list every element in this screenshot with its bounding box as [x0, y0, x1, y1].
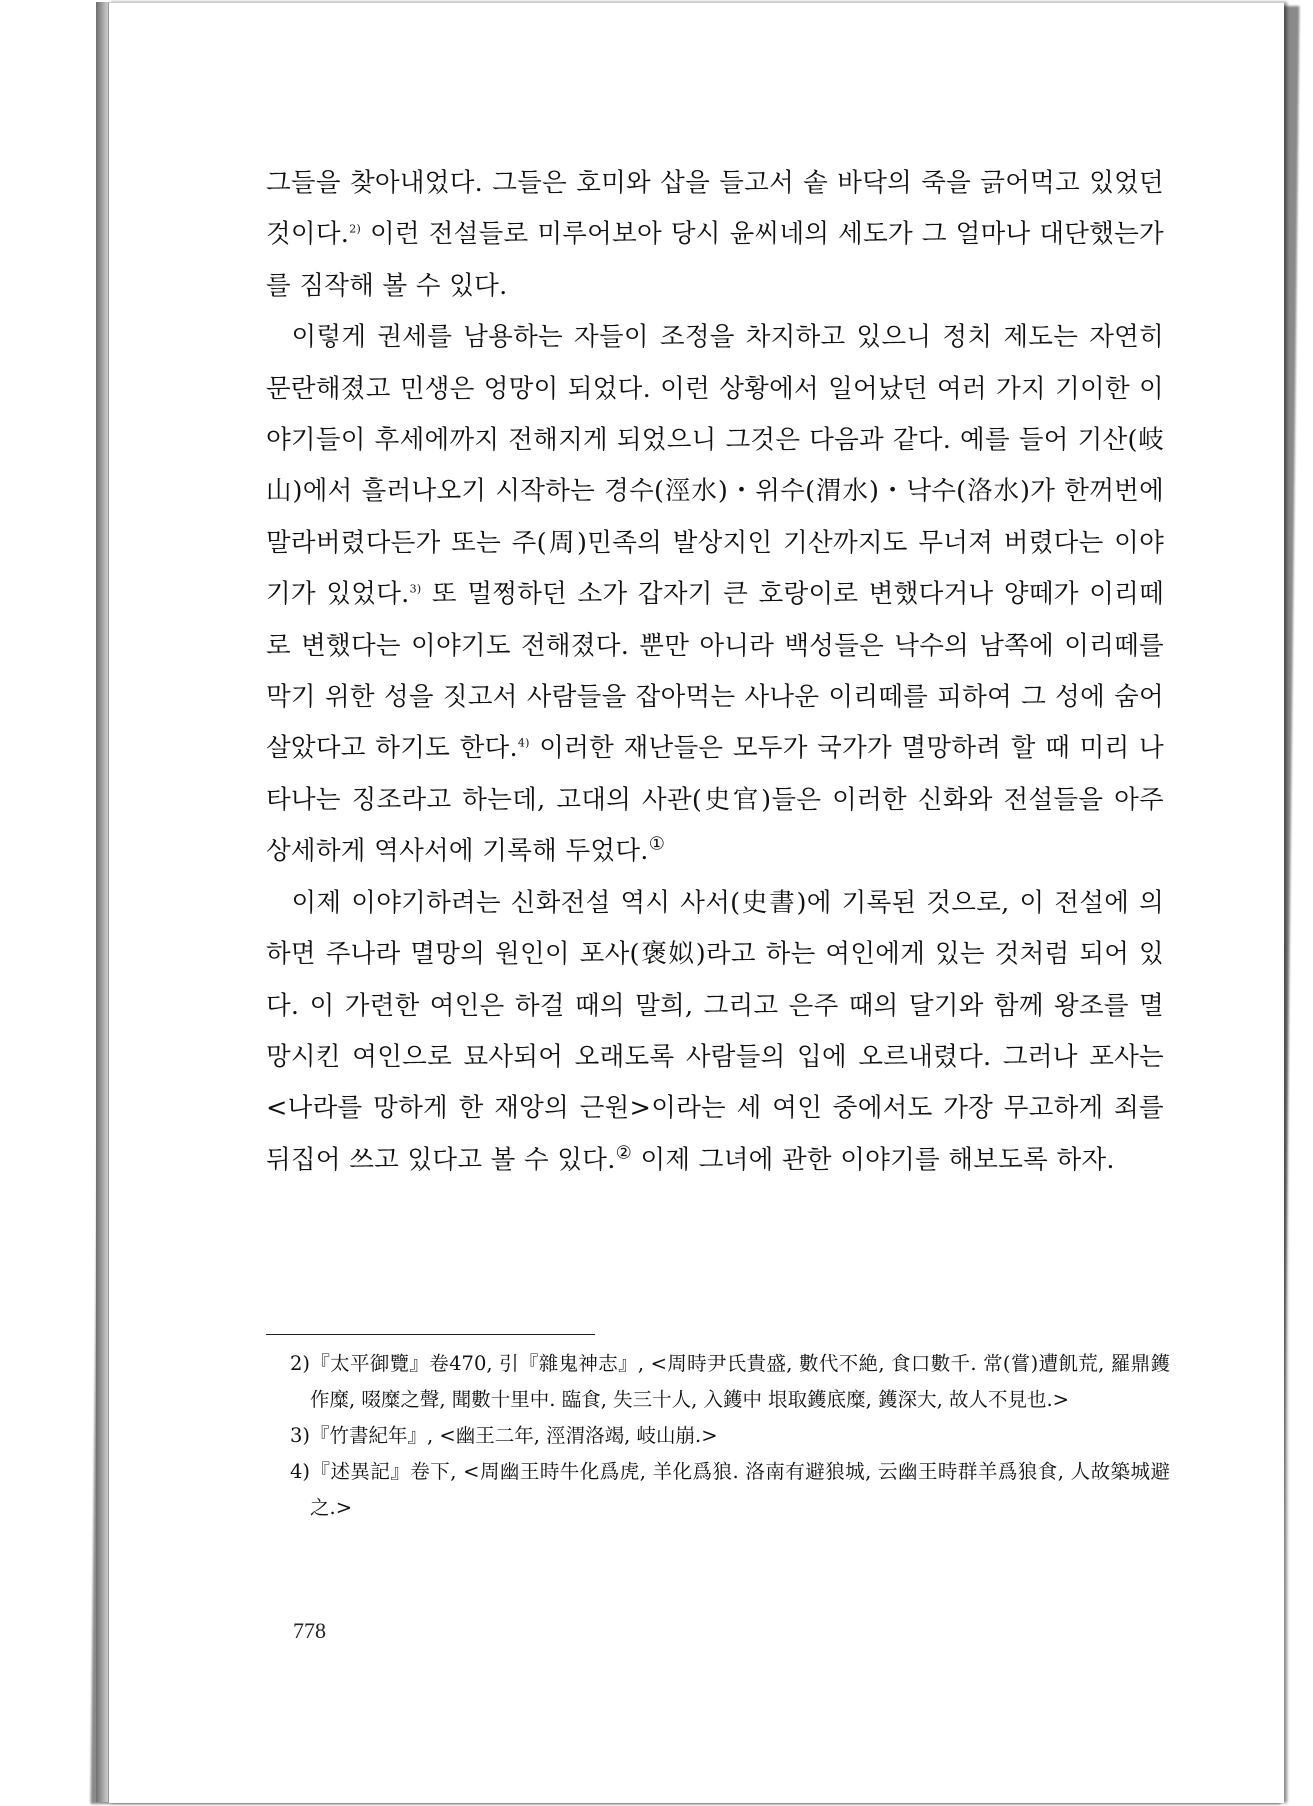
footnote-ref: 2)	[349, 222, 362, 236]
text-run: 그들을 찾아내었다. 그들은 호미와 삽을 들고서 솥 바닥의 죽을 긁어먹고 있었던 것이다.	[266, 168, 1164, 250]
endnote-ref: ①	[648, 833, 666, 855]
paragraph	[266, 878, 1164, 1186]
paragraph	[266, 312, 1164, 877]
page-number: 778	[293, 1618, 326, 1643]
footnotes	[290, 1346, 1170, 1526]
text-run: 이제 이야기하려는 신화전설 역시 사서(史書)에 기록된 것으로, 이 전설에 의하면 주나라 멸망의 원인이 포사(褒姒)라고 하는 여인에게 있는 것처럼 되어 있다. 이 가련한 여인은 하걸 때의 말희, 그리고 은주 때의 달기와 함께 왕조를 멸망시킨 여인으로 묘사되어 오래도록 사람들의 입에 오르내렸다. 그러나 포사는 <나라를 망하게 한 재앙의 근원>이라는 세 여인 중에서도 가장 무고하게 죄를 뒤집어 쓰고 있다고 볼 수 있다.	[266, 887, 1164, 1175]
text-run: 이런 전설들로 미루어보아 당시 윤씨네의 세도가 그 얼마나 대단했는가를 짐작해 볼 수 있다.	[266, 219, 1164, 301]
footnote-ref: 3)	[409, 582, 422, 596]
text-run: 이렇게 권세를 남용하는 자들이 조정을 차지하고 있으니 정치 제도는 자연히 문란해졌고 민생은 엉망이 되었다. 이런 상황에서 일어났던 여러 가지 기이한 이야기들이 후세에까지 전해지게 되었으니 그것은 다음과 같다. 예를 들어 기산(岐山)에서 흘러나오기 시작하는 경수(涇水)・위수(渭水)・낙수(洛水)가 한꺼번에 말라버렸다든가 또는 주(周)민족의 발상지인 기산까지도 무너져 버렸다는 이야기가 있었다.	[266, 322, 1164, 610]
footnote-rule	[266, 1334, 595, 1335]
footnote: 3)『竹書紀年』, <幽王二年, 涇渭洛竭, 岐山崩.>	[290, 1424, 718, 1447]
footnote-ref: 4)	[517, 736, 530, 750]
paragraph	[266, 158, 1164, 312]
endnote-ref: ②	[615, 1142, 633, 1164]
text-run: 또 멀쩡하던 소가 갑자기 큰 호랑이로 변했다거나 양떼가 이리떼로 변했다는 이야기도 전해졌다. 뿐만 아니라 백성들은 낙수의 남쪽에 이리떼를 막기 위한 성을 짓고서 사람들을 잡아먹는 사나운 이리떼를 피하여 그 성에 숨어살았다고 하기도 한다.	[266, 579, 1164, 764]
footnote: 2)『太平御覽』卷470, 引『雜鬼神志』, <周時尹氏貴盛, 數代不絶, 食口數千. 常(嘗)遭飢荒, 羅鼎鑊作糜, 啜糜之聲, 聞數十里中. 臨食, 失三十人, 入鑊中 垠取鑊底糜, 鑊深大, 故人不見也.>	[290, 1352, 1170, 1411]
footnote: 4)『述異記』卷下, <周幽王時牛化爲虎, 羊化爲狼. 洛南有避狼城, 云幽王時群羊爲狼食, 人故築城避之.>	[290, 1460, 1170, 1519]
body-text	[266, 158, 1164, 1186]
text-run: 이러한 재난들은 모두가 국가가 멸망하려 할 때 미리 나타나는 징조라고 하는데, 고대의 사관(史官)들은 이러한 신화와 전설들을 아주 상세하게 역사서에 기록해 두었다.	[266, 733, 1164, 867]
text-run: 이제 그녀에 관한 이야기를 해보도록 하자.	[632, 1144, 1115, 1175]
